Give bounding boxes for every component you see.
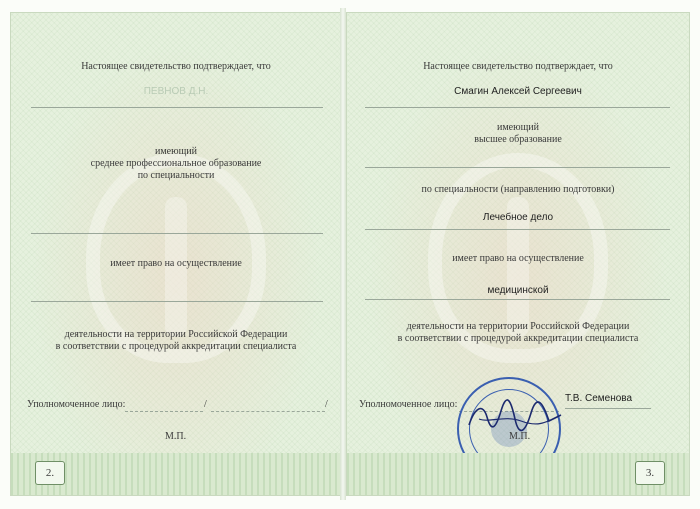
specialty-value: Лечебное дело [482, 212, 554, 223]
slash-1: / [204, 399, 207, 410]
right-to-text: имеет право на осуществление [110, 258, 242, 269]
stamp-place-label: М.П. [509, 431, 531, 442]
stamp-place-label: М.П. [165, 431, 187, 442]
specialty-label: по специальности (направлению подготовки) [421, 184, 615, 195]
authorized-label: Уполномоченное лицо: [359, 399, 458, 410]
right-page [346, 12, 690, 496]
intro-text: Настоящее свидетельство подтверждает, что [423, 61, 613, 72]
activity-line [365, 299, 670, 300]
specialty-label: по специальности [137, 170, 215, 181]
intro-text: Настоящее свидетельство подтверждает, что [81, 61, 271, 72]
slash-2: / [325, 399, 328, 410]
holder-line [365, 107, 670, 108]
signature-line [125, 411, 203, 412]
specialty-line [365, 229, 670, 230]
having-text: имеющий [155, 146, 197, 157]
holder-line [31, 107, 323, 108]
activity-text-1: деятельности на территории Российской Федерации [64, 329, 288, 340]
education-line [365, 167, 670, 168]
page-number: 3. [635, 461, 665, 485]
specialty-line [31, 233, 323, 234]
signatory-line [565, 408, 651, 409]
activity-kind: медицинской [487, 285, 549, 296]
activity-text-2: в соответствии с процедурой аккредитации специалиста [55, 341, 297, 352]
activity-text-2: в соответствии с процедурой аккредитации специалиста [397, 333, 639, 344]
signatory-name: Т.В. Семенова [565, 393, 633, 404]
education-text: высшее образование [474, 134, 562, 145]
name-line [211, 411, 325, 412]
having-text: имеющий [497, 122, 539, 133]
activity-line [31, 301, 323, 302]
left-page [10, 12, 342, 496]
right-to-text: имеет право на осуществление [452, 253, 584, 264]
holder-name: Смагин Алексей Сергеевич [454, 86, 582, 97]
holder-faded-name: ПЕВНОВ Д.Н. [143, 86, 209, 97]
page-number: 2. [35, 461, 65, 485]
activity-text-1: деятельности на территории Российской Федерации [406, 321, 630, 332]
authorized-label: Уполномоченное лицо: [27, 399, 126, 410]
education-text: среднее профессиональное образование [90, 158, 262, 169]
